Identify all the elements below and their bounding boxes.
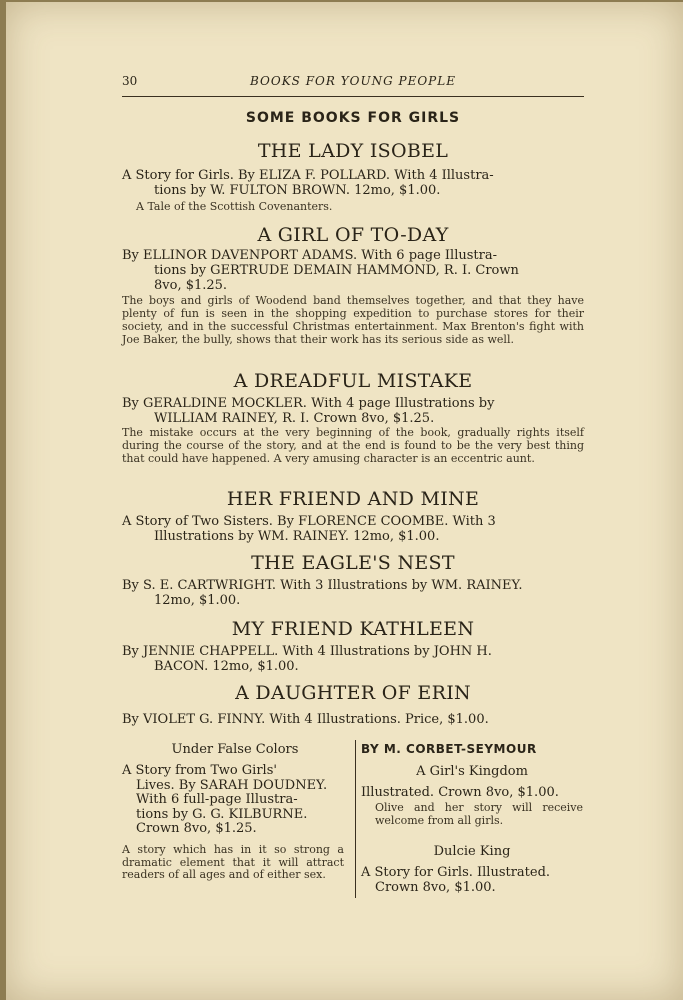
- book-description: The boys and girls of Woodend band themselves together, and that they have plenty of fun is seen in the shopping expedition to purchase stores for their society, and in the successful Christmas entertainment. Max Brenton's fight with Joe Baker, the bully, shows that their work has its serious side as well.: [122, 294, 584, 346]
- entry-line: By JENNIE CHAPPELL. With 4 Illustrations by JOHN H.: [122, 644, 492, 659]
- entry-line: Illustrations by WM. RAINEY. 12mo, $1.00.: [154, 529, 440, 544]
- entry-line: By S. E. CARTWRIGHT. With 3 Illustrations by WM. RAINEY.: [122, 578, 523, 593]
- book-description: Olive and her story will receive welcome from all girls.: [375, 801, 583, 827]
- entry-line: tions by GERTRUDE DEMAIN HAMMOND, R. I. Crown: [154, 263, 519, 278]
- book-entry: [361, 866, 583, 895]
- book-entry: [122, 644, 584, 674]
- book-title: THE EAGLE'S NEST: [251, 552, 455, 574]
- entry-line: With 6 full-page Illustra-: [136, 792, 298, 807]
- book-entry: [122, 248, 584, 293]
- book-description: The mistake occurs at the very beginning of the book, gradually rights itself during the course of the story, and at the end is found to be the very best thing that could have happened. A very amusing character is an eccentric aunt.: [122, 426, 584, 465]
- running-header: [122, 74, 584, 92]
- book-title: A DREADFUL MISTAKE: [233, 370, 473, 392]
- page-number: 30: [122, 74, 138, 88]
- author-heading: BY M. CORBET-SEYMOUR: [361, 742, 537, 756]
- book-entry: [122, 578, 584, 608]
- entry-line: A Story from Two Girls': [122, 763, 277, 778]
- entry-line: 8vo, $1.25.: [154, 278, 228, 293]
- book-title: HER FRIEND AND MINE: [226, 488, 480, 510]
- entry-line: Lives. By SARAH DOUDNEY.: [136, 777, 328, 793]
- entry-line: A Story for Girls. Illustrated.: [361, 865, 551, 880]
- book-page: [6, 2, 683, 1000]
- entry-line: By VIOLET G. FINNY. With 4 Illustrations. Price, $1.00.: [122, 712, 489, 727]
- book-entry: [122, 168, 584, 198]
- book-title: MY FRIEND KATHLEEN: [231, 618, 475, 640]
- entry-line: tions by W. FULTON BROWN. 12mo, $1.00.: [154, 183, 441, 198]
- running-title: BOOKS FOR YOUNG PEOPLE: [250, 74, 456, 88]
- book-entry: [122, 712, 584, 727]
- entry-line: Crown 8vo, $1.25.: [136, 821, 257, 836]
- section-heading: SOME BOOKS FOR GIRLS: [245, 110, 461, 126]
- entry-line: Illustrated. Crown 8vo, $1.00.: [361, 785, 559, 800]
- entry-line: A Story of Two Sisters. By FLORENCE COOMBE. With 3: [122, 514, 496, 529]
- book-entry: [122, 514, 584, 544]
- entry-line: By GERALDINE MOCKLER. With 4 page Illustrations by: [122, 396, 495, 411]
- book-title: THE LADY ISOBEL: [257, 140, 449, 162]
- entry-line: By ELLINOR DAVENPORT ADAMS. With 6 page Illustra-: [122, 248, 497, 263]
- entry-line: 12mo, $1.00.: [154, 593, 241, 608]
- entry-line: A Story for Girls. By ELIZA F. POLLARD. With 4 Illustra-: [122, 168, 494, 183]
- left-column-description: A story which has in it so strong a dramatic element that it will attract readers of all ages and of either sex.: [122, 843, 344, 881]
- entry-line: tions by G. G. KILBURNE.: [136, 806, 308, 822]
- book-description: A Tale of the Scottish Covenanters.: [136, 200, 333, 213]
- entry-line: WILLIAM RAINEY, R. I. Crown 8vo, $1.25.: [154, 411, 435, 426]
- entry-line: BACON. 12mo, $1.00.: [154, 659, 299, 674]
- left-column-title: Under False Colors: [171, 742, 299, 757]
- column-divider: [355, 740, 356, 898]
- book-title: A GIRL OF TO-DAY: [257, 224, 449, 246]
- header-rule: [122, 96, 584, 97]
- left-column-entry: [122, 764, 348, 837]
- entry-line: Crown 8vo, $1.00.: [375, 879, 496, 895]
- book-title: Dulcie King: [433, 844, 511, 859]
- book-title: A Girl's Kingdom: [416, 764, 528, 779]
- book-entry: [122, 396, 584, 426]
- book-title: A DAUGHTER OF ERIN: [235, 682, 471, 704]
